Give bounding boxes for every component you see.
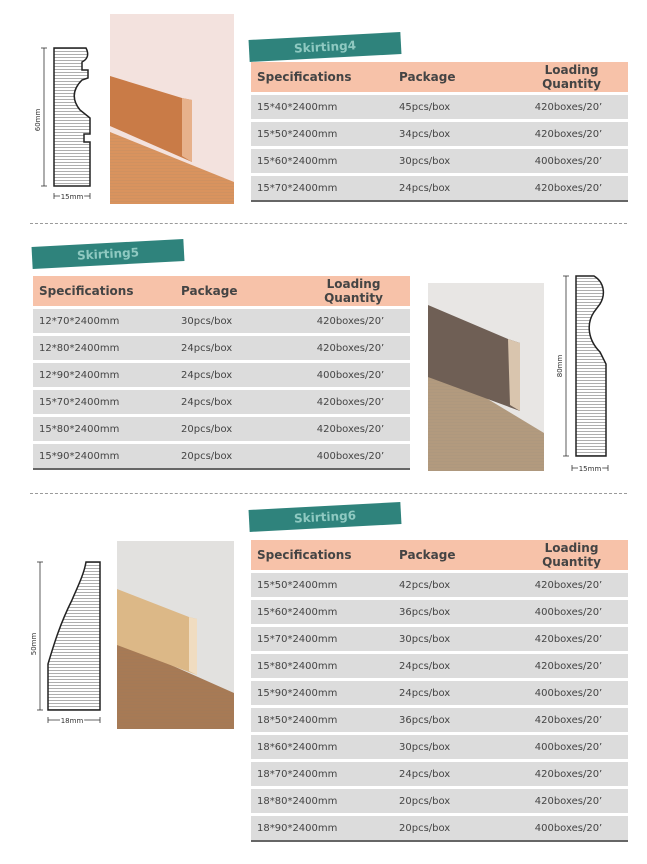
cell-loading: 420boxes/20’	[509, 121, 628, 148]
table-header-row	[33, 276, 410, 308]
header-package: Package	[393, 540, 509, 572]
cell-loading: 420boxes/20’	[509, 175, 628, 202]
cell-package: 20pcs/box	[393, 815, 509, 842]
width-label: 18mm	[60, 717, 84, 725]
cell-loading: 420boxes/20’	[291, 308, 410, 335]
cell-package: 24pcs/box	[393, 680, 509, 707]
profile-outline	[54, 48, 90, 186]
table-row	[33, 308, 410, 335]
table-row	[251, 175, 628, 202]
table-row	[251, 788, 628, 815]
table-header-row	[251, 540, 628, 572]
header-specifications: Specifications	[251, 540, 393, 572]
table-row	[251, 653, 628, 680]
spec-table	[251, 62, 628, 202]
table-row	[251, 572, 628, 599]
cell-loading: 400boxes/20’	[509, 815, 628, 842]
cell-loading: 420boxes/20’	[509, 626, 628, 653]
cell-spec: 12*80*2400mm	[33, 335, 175, 362]
table-row	[251, 94, 628, 121]
cell-spec: 18*50*2400mm	[251, 707, 393, 734]
cell-package: 20pcs/box	[175, 416, 291, 443]
table-row	[251, 815, 628, 842]
cell-loading: 420boxes/20’	[291, 416, 410, 443]
cell-loading: 420boxes/20’	[509, 572, 628, 599]
section-title-tag: Skirting6	[249, 502, 402, 532]
section-title-tag: Skirting5	[32, 239, 185, 269]
cell-package: 24pcs/box	[175, 389, 291, 416]
cell-spec: 15*80*2400mm	[251, 653, 393, 680]
table-row	[33, 416, 410, 443]
cell-package: 20pcs/box	[393, 788, 509, 815]
header-specifications: Specifications	[33, 276, 175, 308]
profile-drawing-skirting5	[552, 268, 627, 478]
cell-package: 30pcs/box	[393, 626, 509, 653]
cell-loading: 420boxes/20’	[509, 788, 628, 815]
profile-outline	[576, 276, 606, 456]
cell-spec: 15*90*2400mm	[33, 443, 175, 470]
width-label: 15mm	[578, 465, 602, 473]
cell-package: 30pcs/box	[175, 308, 291, 335]
table-row	[33, 443, 410, 470]
cell-spec: 15*50*2400mm	[251, 572, 393, 599]
cell-spec: 15*70*2400mm	[33, 389, 175, 416]
cell-loading: 400boxes/20’	[509, 599, 628, 626]
cell-loading: 400boxes/20’	[509, 148, 628, 175]
cell-spec: 12*90*2400mm	[33, 362, 175, 389]
cell-package: 30pcs/box	[393, 148, 509, 175]
header-package: Package	[393, 62, 509, 94]
spec-table	[251, 540, 628, 842]
profile-drawing-skirting4	[28, 38, 108, 208]
cell-package: 20pcs/box	[175, 443, 291, 470]
cell-package: 24pcs/box	[393, 761, 509, 788]
cell-spec: 18*90*2400mm	[251, 815, 393, 842]
cell-spec: 15*50*2400mm	[251, 121, 393, 148]
cell-package: 36pcs/box	[393, 599, 509, 626]
cell-loading: 420boxes/20’	[291, 335, 410, 362]
table-row	[251, 599, 628, 626]
cell-spec: 15*90*2400mm	[251, 680, 393, 707]
table-row	[33, 389, 410, 416]
cell-loading: 420boxes/20’	[509, 761, 628, 788]
cell-loading: 400boxes/20’	[291, 443, 410, 470]
cell-spec: 18*70*2400mm	[251, 761, 393, 788]
height-label: 50mm	[30, 632, 38, 656]
cell-loading: 400boxes/20’	[509, 680, 628, 707]
profile-drawing-skirting6	[28, 552, 108, 730]
cell-package: 24pcs/box	[393, 175, 509, 202]
product-photo-skirting6	[117, 541, 234, 729]
cell-package: 45pcs/box	[393, 94, 509, 121]
table-row	[251, 734, 628, 761]
table-row	[33, 362, 410, 389]
spec-table	[33, 276, 410, 470]
height-label: 80mm	[556, 354, 564, 378]
cell-spec: 15*60*2400mm	[251, 599, 393, 626]
table-row	[33, 335, 410, 362]
cell-spec: 18*80*2400mm	[251, 788, 393, 815]
cell-loading: 420boxes/20’	[509, 94, 628, 121]
header-loading-quantity: Loading Quantity	[509, 540, 628, 572]
cell-loading: 400boxes/20’	[291, 362, 410, 389]
width-label: 15mm	[60, 193, 84, 201]
section-divider	[30, 223, 627, 224]
cell-package: 24pcs/box	[393, 653, 509, 680]
cell-package: 30pcs/box	[393, 734, 509, 761]
cell-package: 24pcs/box	[175, 335, 291, 362]
cell-loading: 420boxes/20’	[509, 653, 628, 680]
table-row	[251, 626, 628, 653]
header-specifications: Specifications	[251, 62, 393, 94]
product-photo-skirting4	[110, 14, 234, 204]
table-row	[251, 707, 628, 734]
profile-outline	[48, 562, 100, 710]
header-package: Package	[175, 276, 291, 308]
table-row	[251, 680, 628, 707]
cell-spec: 12*70*2400mm	[33, 308, 175, 335]
cell-spec: 15*40*2400mm	[251, 94, 393, 121]
table-row	[251, 761, 628, 788]
height-label: 60mm	[34, 108, 42, 132]
cell-loading: 420boxes/20’	[291, 389, 410, 416]
cell-spec: 15*70*2400mm	[251, 175, 393, 202]
cell-loading: 400boxes/20’	[509, 734, 628, 761]
section-divider	[30, 493, 627, 494]
cell-spec: 15*60*2400mm	[251, 148, 393, 175]
cell-spec: 15*80*2400mm	[33, 416, 175, 443]
section-title-tag: Skirting4	[249, 32, 402, 62]
cell-loading: 420boxes/20’	[509, 707, 628, 734]
cell-package: 24pcs/box	[175, 362, 291, 389]
table-header-row	[251, 62, 628, 94]
cell-package: 36pcs/box	[393, 707, 509, 734]
cell-spec: 15*70*2400mm	[251, 626, 393, 653]
table-row	[251, 148, 628, 175]
cell-package: 34pcs/box	[393, 121, 509, 148]
table-row	[251, 121, 628, 148]
header-loading-quantity: Loading Quantity	[509, 62, 628, 94]
cell-package: 42pcs/box	[393, 572, 509, 599]
header-loading-quantity: Loading Quantity	[291, 276, 410, 308]
cell-spec: 18*60*2400mm	[251, 734, 393, 761]
product-photo-skirting5	[428, 283, 544, 471]
